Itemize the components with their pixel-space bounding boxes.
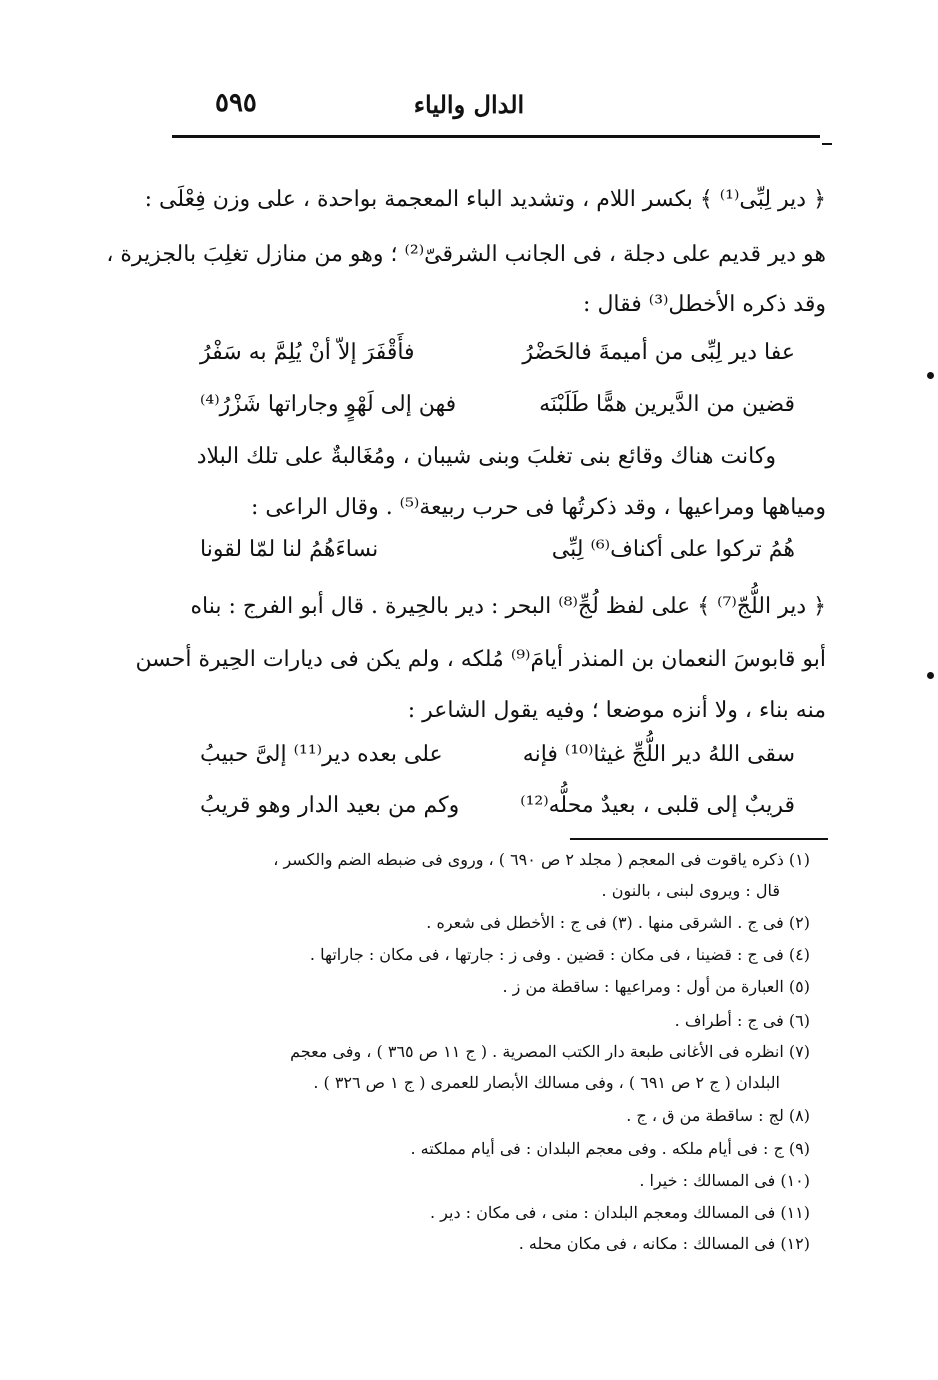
running-header-title: الدال والياء <box>413 90 525 119</box>
body-line: منه بناء ، ولا أنزه موضعا ؛ وفيه يقول الشاعر : <box>407 698 826 723</box>
body-line: وقد ذكره الأخطل⁽³⁾ فقال : <box>583 292 826 317</box>
margin-dot <box>927 672 934 679</box>
body-line: ﴿ دير اللُّجّ⁽⁷⁾ ﴾ على لفظ لُجِّ⁽⁸⁾ البحر : دير بالحِيرة . قال أبو الفرج : بناه <box>190 594 826 619</box>
footnote: (٩) ج : فى أيام ملكه . وفى معجم البلدان : فى أيام مملكته . <box>410 1139 810 1158</box>
footnote: (١٠) فى المسالك : خيرا . <box>639 1171 810 1190</box>
header-rule <box>172 135 820 138</box>
footnote: (٢) فى ج . الشرقى منها . (٣) فى ج : الأخطل فى شعره . <box>426 913 810 932</box>
footnote: (٧) انظره فى الأغانى طبعة دار الكتب المصرية . ( ج ١١ ص ٣٦٥ ) ، وفى معجم <box>290 1042 810 1061</box>
footnote: قال : ويروى لبنى ، بالنون . <box>601 881 780 900</box>
page-number: ٥٩٥ <box>215 88 257 118</box>
verse-first-hemistich: عفا دير لِبِّى من أميمةَ فالحَضْرُ <box>522 340 795 365</box>
body-line: وكانت هناك وقائع بنى تغلبَ وبنى شيبان ، ومُغَالبةٌ على تلك البلاد <box>196 444 776 469</box>
footnote-rule <box>570 838 828 840</box>
verse-second-hemistich: نساءَهُمُ لنا لمّا لقونا <box>200 537 379 562</box>
verse-second-hemistich: فأَقْفَرَ إلاّ أنْ يُلِمَّ به سَفْرُ <box>200 340 415 365</box>
header-tick <box>822 143 832 145</box>
footnote: (٥) العبارة من أول : ومراعيها : ساقطة من ز . <box>502 977 810 996</box>
footnote: البلدان ( ج ٢ ص ٦٩١ ) ، وفى مسالك الأبصار للعمرى ( ج ١ ص ٣٢٦ ) . <box>313 1073 780 1092</box>
footnote: (٨) لج : ساقطة من ق ، ج . <box>626 1106 810 1125</box>
verse-second-hemistich: على بعده دير⁽¹¹⁾ إلىَّ حبيبُ <box>200 742 443 767</box>
verse-first-hemistich: قضين من الدَّيرين همًّا طَلَبْنَه <box>539 392 795 417</box>
footnote: (٤) فى ج : قضينا ، فى مكان : قضين . وفى ز : جارتها ، فى مكان : جاراتها . <box>309 945 810 964</box>
footnote: (١١) فى المسالك ومعجم البلدان : منى ، فى مكان : دير . <box>430 1203 810 1222</box>
verse-second-hemistich: وكم من بعيد الدار وهو قريبُ <box>200 793 460 818</box>
body-line: أبو قابوسَ النعمان بن المنذر أيامَ⁽⁹⁾ مُلكه ، ولم يكن فى ديارات الحِيرة أحسن <box>135 647 826 672</box>
body-line: هو دير قديم على دجلة ، فى الجانب الشرقىّ⁽²⁾ ؛ وهو من منازل تغلِبَ بالجزيرة ، <box>106 242 826 267</box>
footnote: (١٢) فى المسالك : مكانه ، فى مكان محله . <box>518 1234 810 1253</box>
verse-second-hemistich: فهن إلى لَهْوٍ وجاراتها شَزْرُ⁽⁴⁾ <box>200 392 457 417</box>
body-line: ومياهها ومراعيها ، وقد ذكرتُها فى حرب ربيعة⁽⁵⁾ . وقال الراعى : <box>250 495 826 520</box>
verse-first-hemistich: سقى اللهُ دير اللُّجِّ غيثا⁽¹⁰⁾ فإنه <box>522 742 795 767</box>
body-line: ﴿ دير لِبِّى⁽¹⁾ ﴾ بكسر اللام ، وتشديد الباء المعجمة بواحدة ، على وزن فِعْلَى : <box>144 187 826 212</box>
verse-first-hemistich: قريبٌ إلى قلبى ، بعيدٌ محلُّه⁽¹²⁾ <box>520 793 795 818</box>
footnote: (١) ذكره ياقوت فى المعجم ( مجلد ٢ ص ٦٩٠ ) ، وروى فى ضبطه الضم والكسر ، <box>273 850 810 869</box>
verse-first-hemistich: هُمُ تركوا على أكناف⁽⁶⁾ لِبِّى <box>551 537 795 562</box>
margin-dot <box>927 372 934 379</box>
footnote: (٦) فى ج : أطراف . <box>674 1011 810 1030</box>
